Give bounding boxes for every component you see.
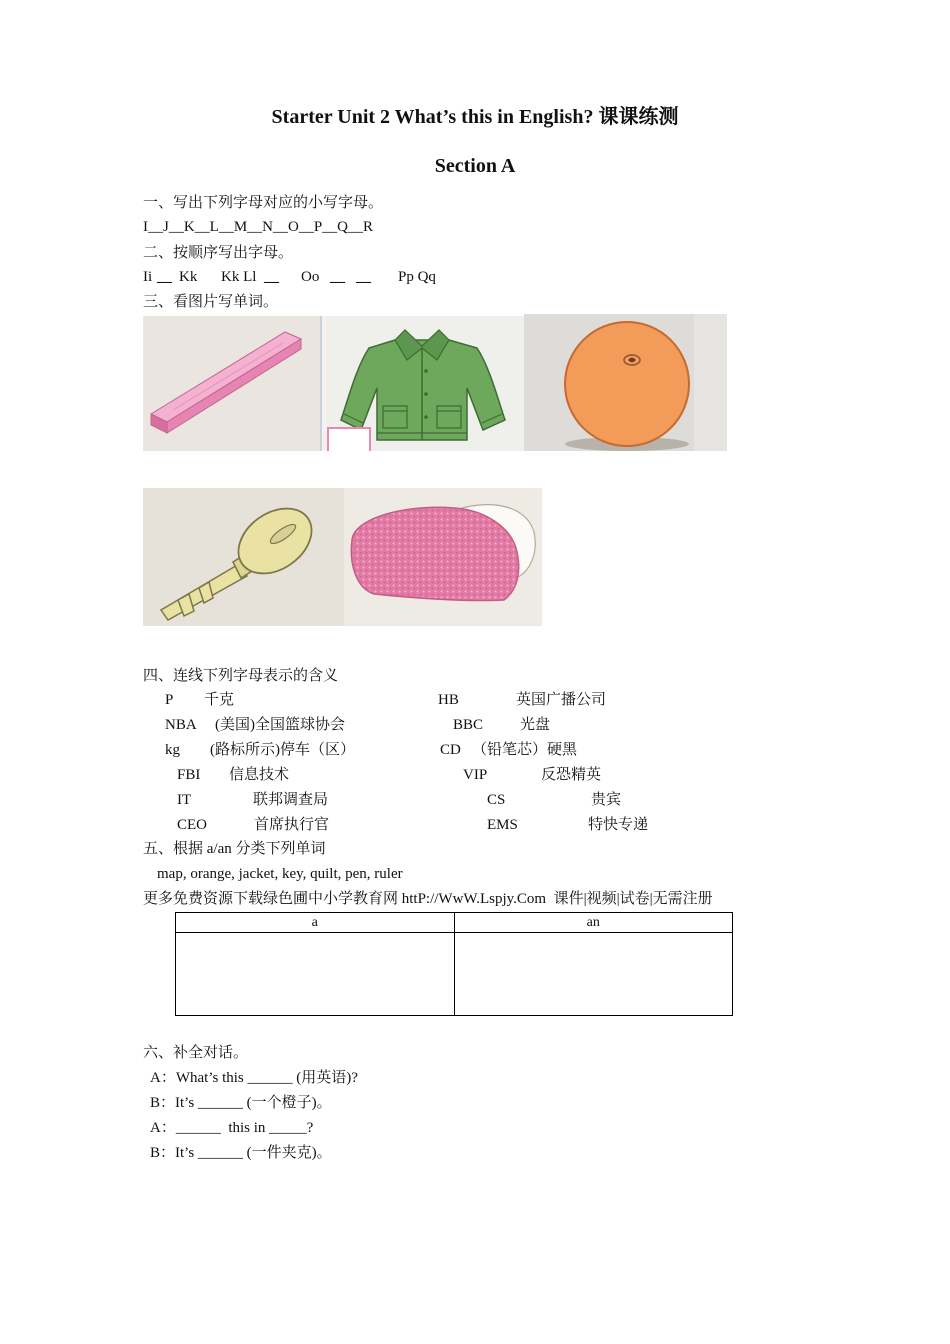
key-picture — [143, 488, 344, 626]
quilt-picture — [344, 488, 542, 626]
worksheet-title: Starter Unit 2 What’s this in English? 课课练测 — [271, 106, 679, 128]
match-left-meaning: 首席执行官 — [254, 817, 330, 833]
picture-edge — [694, 314, 727, 451]
table-header-a: a — [176, 913, 455, 933]
part2-letter-pair: Kk — [179, 269, 198, 285]
match-right-term: CS — [487, 792, 506, 808]
resource-notice: 更多免费资源下载绿色圃中小学教育网 httP://WwW.Lspjy.Com 课件|视频|试卷|无需注册 — [143, 891, 713, 907]
match-left-term: kg — [165, 742, 180, 758]
part1-heading: 一、写出下列字母对应的小写字母。 — [143, 195, 384, 211]
match-left-term: CEO — [177, 817, 207, 833]
ruler-picture — [143, 316, 327, 451]
match-left-meaning: 千克 — [204, 692, 235, 708]
part2-blank: __ — [264, 269, 279, 285]
match-right-meaning: （铅笔芯）硬黑 — [472, 742, 578, 758]
answer-box — [328, 428, 370, 451]
answer-cell-an — [454, 933, 733, 1016]
match-right-term: HB — [438, 692, 459, 708]
match-left-meaning: 联邦调查局 — [253, 792, 329, 808]
classification-table — [175, 912, 733, 1016]
part1-letter-sequence: I__J__K__L__M__N__O__P__Q__R — [143, 219, 374, 235]
dialog-line: A：______ this in _____? — [150, 1120, 314, 1136]
match-right-term: CD — [440, 742, 461, 758]
part2-letter-pair: Kk Ll — [221, 269, 257, 285]
part2-blank: __ — [330, 269, 345, 285]
table-header-an: an — [454, 913, 733, 933]
match-left-term: P — [165, 692, 174, 708]
table-answer-row — [176, 933, 733, 1016]
match-right-meaning: 光盘 — [520, 717, 551, 733]
match-right-term: EMS — [487, 817, 518, 833]
part2-letter-pair: Ii — [143, 269, 153, 285]
part2-letter-pair: Oo — [301, 269, 320, 285]
part5-word-list: map, orange, jacket, key, quilt, pen, ruler — [157, 866, 403, 882]
section-heading: Section A — [434, 155, 516, 177]
match-left-term: IT — [177, 792, 192, 808]
match-left-term: NBA — [165, 717, 197, 733]
orange-shape — [565, 322, 689, 446]
quilt-shape — [351, 505, 535, 601]
part2-heading: 二、按顺序写出字母。 — [143, 245, 294, 261]
part6-heading: 六、补全对话。 — [143, 1045, 249, 1061]
match-right-term: BBC — [453, 717, 484, 733]
match-right-meaning: 反恐精英 — [541, 767, 602, 783]
dialog-line: B：It’s ______ (一个橙子)。 — [150, 1095, 332, 1111]
dialog-line: B：It’s ______ (一件夹克)。 — [150, 1145, 332, 1161]
part4-heading: 四、连线下列字母表示的含义 — [143, 668, 339, 684]
match-left-meaning: (路标所示)停车（区） — [210, 742, 355, 758]
part2-blank: __ — [157, 269, 172, 285]
match-right-meaning: 贵宾 — [591, 792, 622, 808]
match-left-term: FBI — [177, 767, 201, 783]
orange-picture — [524, 314, 727, 451]
match-right-term: VIP — [463, 767, 488, 783]
match-left-meaning: 信息技术 — [229, 767, 290, 783]
jacket-picture — [327, 316, 524, 451]
part2-letter-pair: Pp Qq — [398, 269, 436, 285]
match-left-meaning: (美国)全国篮球协会 — [215, 717, 345, 733]
part2-blank: __ — [356, 269, 371, 285]
answer-cell-a — [176, 933, 455, 1016]
match-right-meaning: 特快专递 — [588, 817, 649, 833]
dialog-line: A：What’s this ______ (用英语)? — [150, 1070, 358, 1086]
table-header-row — [176, 913, 733, 933]
part3-heading: 三、看图片写单词。 — [143, 294, 279, 310]
part5-heading: 五、根据 a/an 分类下列单词 — [143, 841, 326, 857]
match-right-meaning: 英国广播公司 — [516, 692, 607, 708]
